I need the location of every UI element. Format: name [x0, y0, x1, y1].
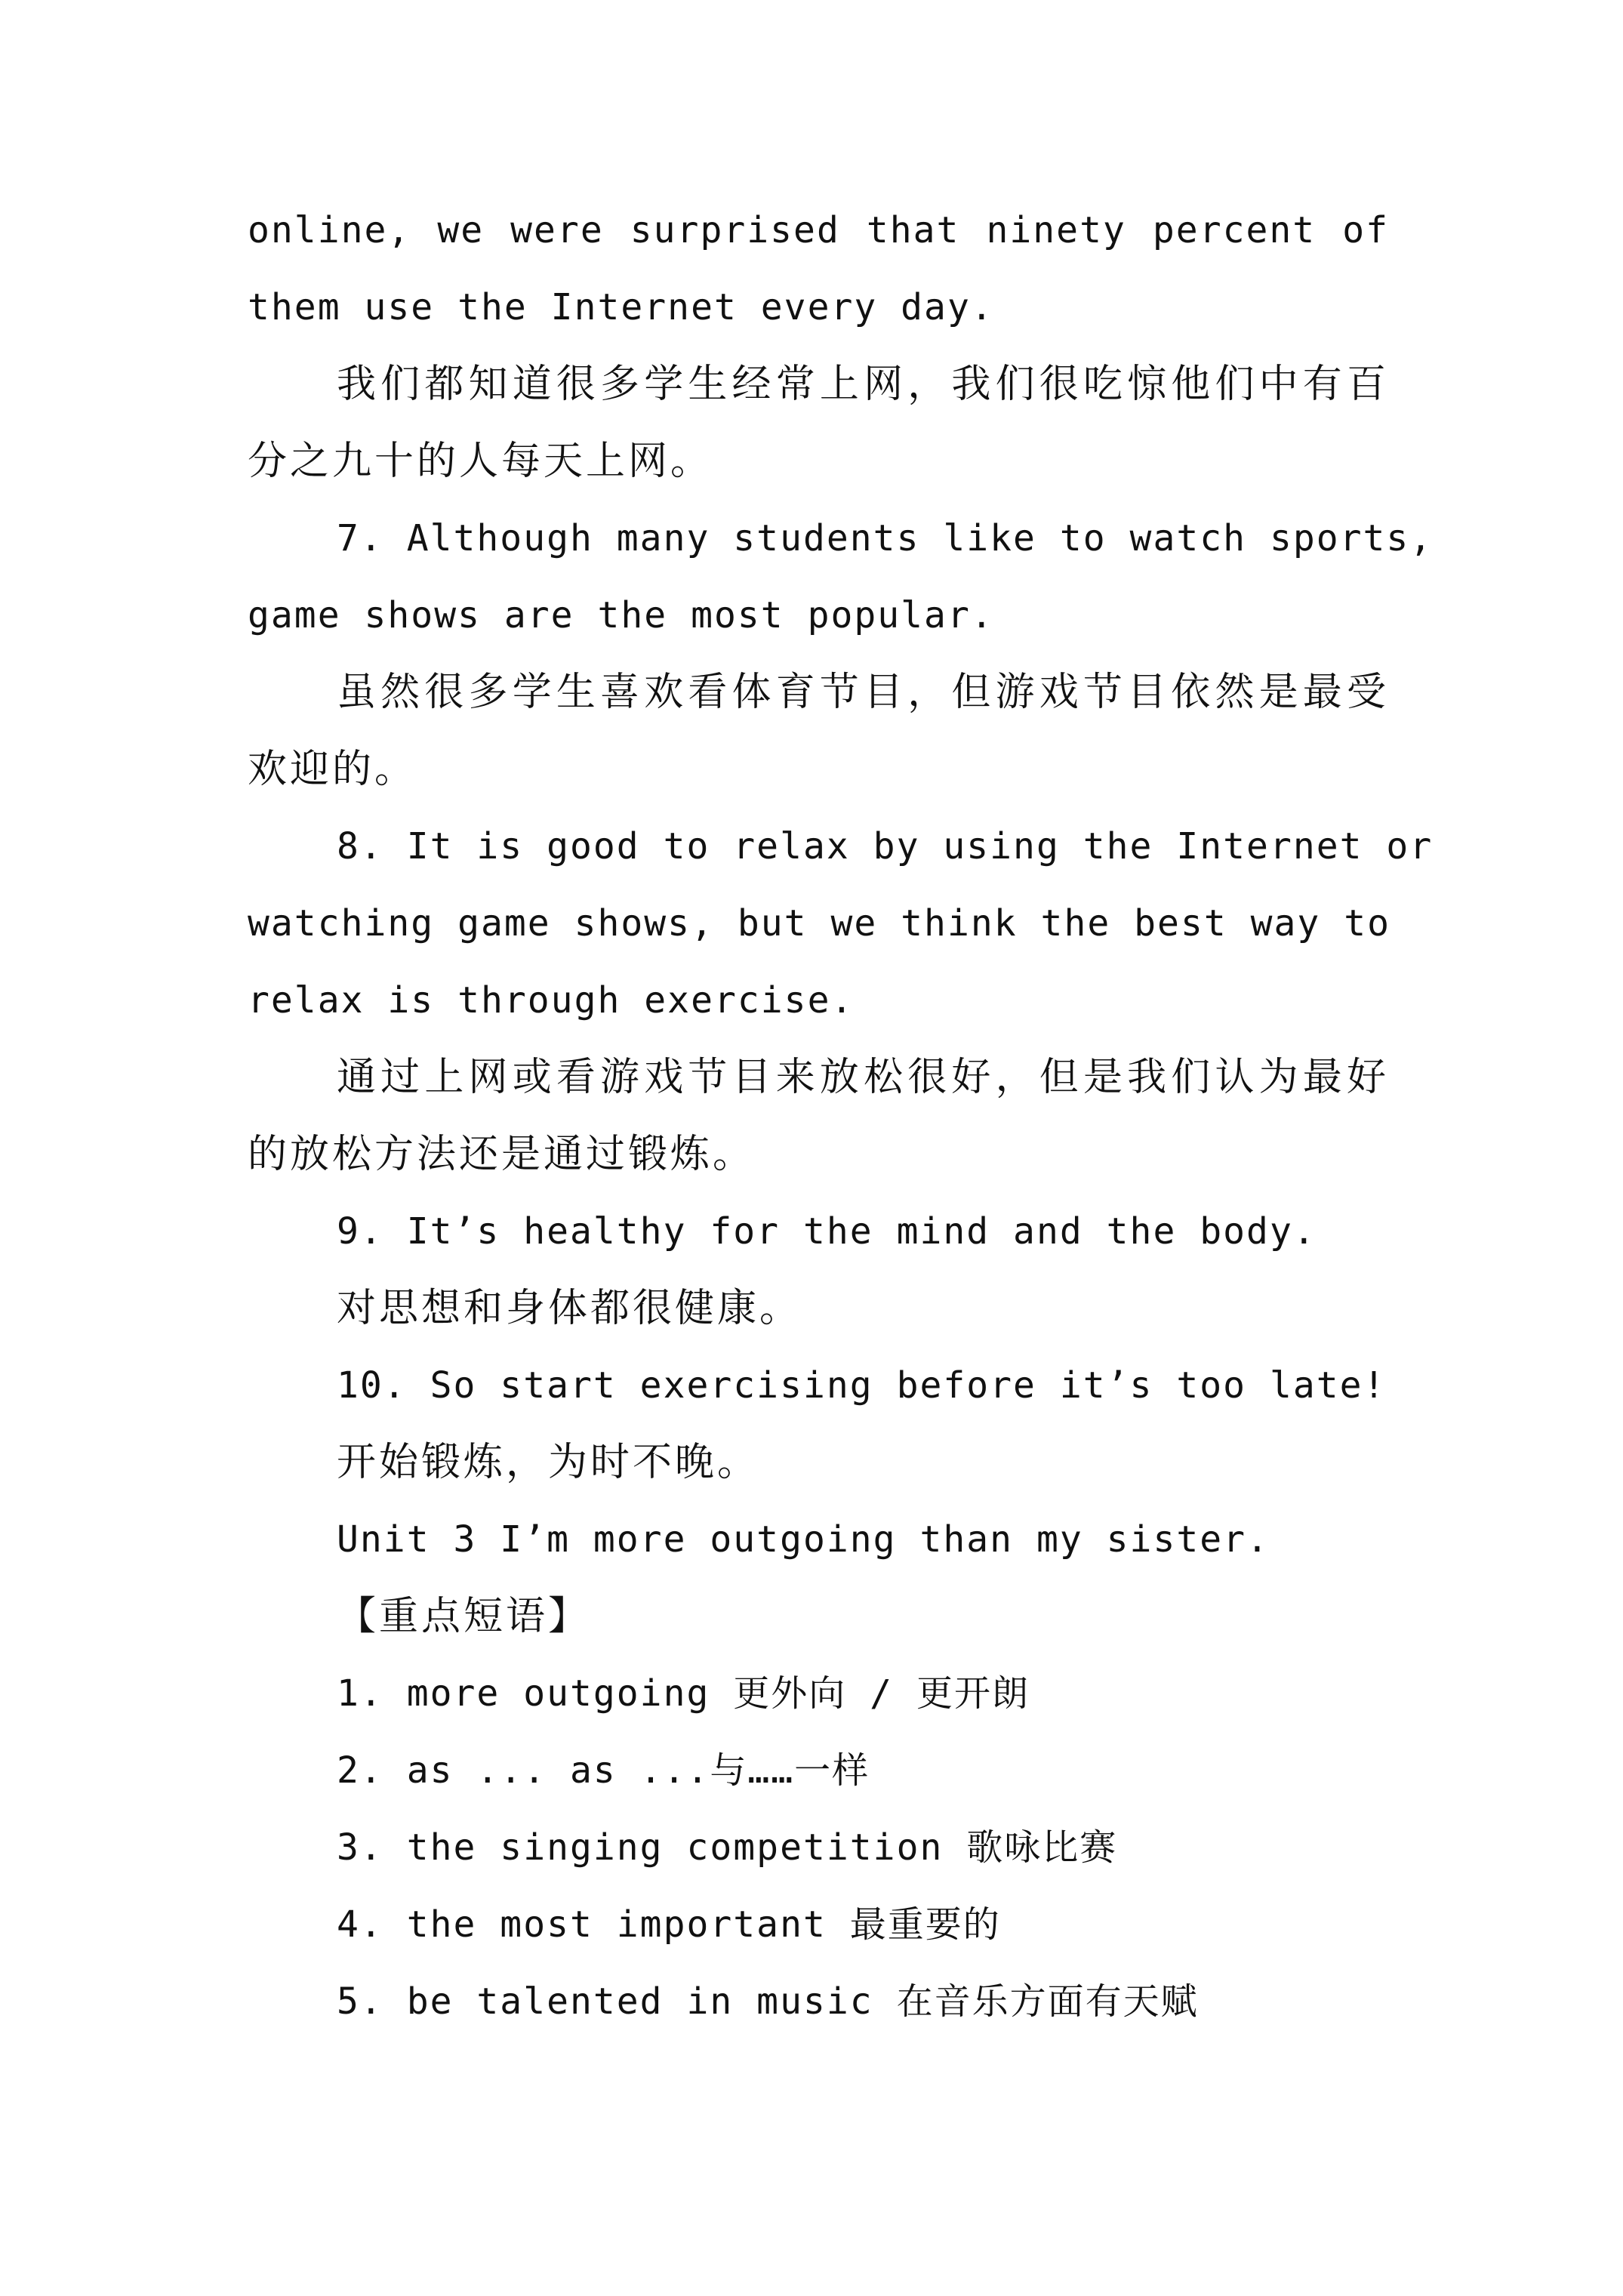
phrase-item-1: 1. more outgoing 更外向 / 更开朗: [337, 1672, 1030, 1715]
text-line-5: 7. Although many students like to watch sports,: [337, 517, 1434, 559]
text-line-17: 开始锻炼，为时不晚。: [337, 1440, 760, 1485]
text-line-2: them use the Internet every day.: [248, 286, 994, 328]
text-line-6: game shows are the most popular.: [248, 594, 994, 636]
phrase-item-2: 2. as ... as ...与……一样: [337, 1749, 870, 1792]
section-heading-key-phrases: 【重点短语】: [337, 1594, 591, 1639]
text-line-16: 10. So start exercising before it’s too late!: [337, 1364, 1387, 1407]
text-line-1: online, we were surprised that ninety percent of: [248, 209, 1389, 251]
text-line-11: relax is through exercise.: [248, 979, 855, 1022]
text-line-12: 通过上网或看游戏节目来放松很好，但是我们认为最好: [337, 1055, 1389, 1100]
phrase-item-5: 5. be talented in music 在音乐方面有天赋: [337, 1980, 1199, 2023]
text-line-7: 虽然很多学生喜欢看体育节目，但游戏节目依然是最受: [337, 670, 1389, 715]
text-line-15: 对思想和身体都很健康。: [337, 1286, 802, 1331]
text-line-9: 8. It is good to relax by using the Internet or: [337, 825, 1434, 868]
text-line-10: watching game shows, but we think the best way to: [248, 902, 1391, 945]
text-line-13: 的放松方法还是通过锻炼。: [248, 1132, 756, 1177]
phrase-item-3: 3. the singing competition 歌咏比赛: [337, 1826, 1118, 1869]
text-line-3: 我们都知道很多学生经常上网，我们很吃惊他们中有百: [337, 362, 1389, 407]
text-line-8: 欢迎的。: [248, 747, 417, 792]
phrase-item-4: 4. the most important 最重要的: [337, 1903, 1001, 1946]
unit-heading: Unit 3 I’m more outgoing than my sister.: [337, 1518, 1270, 1561]
text-line-4: 分之九十的人每天上网。: [248, 439, 713, 484]
text-line-14: 9. It’s healthy for the mind and the body.: [337, 1210, 1317, 1253]
